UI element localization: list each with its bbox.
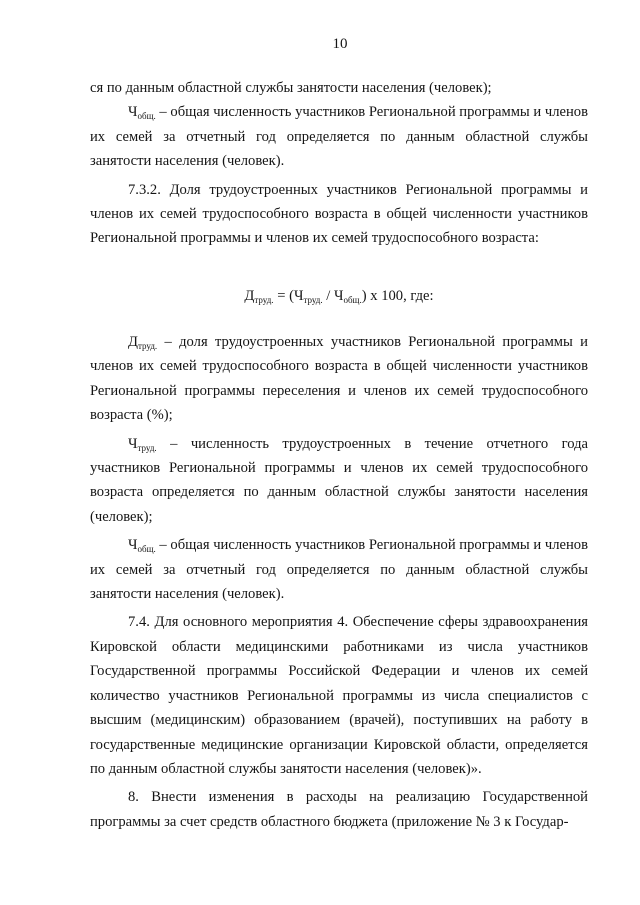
paragraph-ch-employed-definition	[90, 432, 588, 530]
formula-d-sub: труд.	[254, 295, 274, 305]
subscript-employed: труд.	[137, 341, 158, 351]
formula-tail: ) х 100, где:	[361, 288, 434, 304]
definition-text: – общая численность участников Региональной программы и членов их семей за отчетный год определяется по данным областной службы занятости населения (человек).	[90, 537, 588, 603]
paragraph-ch-total-definition	[90, 100, 588, 173]
formula-ch1-sub: труд.	[303, 295, 323, 305]
paragraph-ch-total-definition-2	[90, 533, 588, 606]
text-block-bottom	[90, 330, 588, 834]
paragraph-8: 8. Внести изменения в расходы на реализацию Государственной программы за счет средств областного бюджета (приложение № 3 к Государ-	[90, 789, 588, 830]
text-block-top	[90, 76, 588, 251]
paragraph-7-3-2: 7.3.2. Доля трудоустроенных участников Региональной программы и членов их семей трудоспособного возраста в общей численности участников Региональной программы и членов их семей трудоспособного возраста:	[90, 181, 588, 247]
subscript-total: общ.	[137, 111, 156, 122]
definition-text: – общая численность участников Региональной программы и членов их семей за отчетный год определяется по данным областной службы занятости населения (человек).	[90, 104, 588, 170]
formula-eq: = (Ч	[273, 288, 304, 304]
page-number: 10	[332, 36, 348, 52]
subscript-employed: труд.	[137, 442, 157, 453]
symbol-d: Д	[128, 334, 138, 350]
subscript-total: общ.	[137, 544, 156, 555]
symbol-ch: Ч	[128, 435, 138, 452]
symbol-ch: Ч	[128, 104, 138, 121]
paragraph-continuation: ся по данным областной службы занятости населения (человек);	[90, 80, 492, 96]
formula-slash: / Ч	[322, 288, 344, 304]
definition-text: – доля трудоустроенных участников Региональной программы и членов их семей трудоспособного возраста в общей численности участников Региональной программы переселения и членов их семей трудоспособного возраста (%);	[90, 334, 588, 424]
symbol-ch: Ч	[128, 537, 138, 554]
formula-ch2-sub: общ.	[343, 295, 362, 305]
definition-text: – численность трудоустроенных в течение отчетного года участников Региональной программы и членов их семей трудоспособного возраста определяется по данным областной службы занятости населения (человек);	[90, 435, 588, 525]
formula-block	[90, 284, 588, 308]
paragraph-d-definition	[90, 330, 588, 428]
formula-line	[90, 284, 588, 308]
paragraph-7-4: 7.4. Для основного мероприятия 4. Обеспечение сферы здравоохранения Кировской области медицинскими работниками из числа участников Государственной программы Российской Федерации и членов их семей количество участников Региональной программы из числа специалистов с высшим (медицинским) образованием (врачей), поступивших на работу в государственные медицинские организации Кировской области, определяется по данным областной службы занятости населения (человек)».	[90, 614, 588, 777]
formula-d: Д	[244, 288, 255, 304]
